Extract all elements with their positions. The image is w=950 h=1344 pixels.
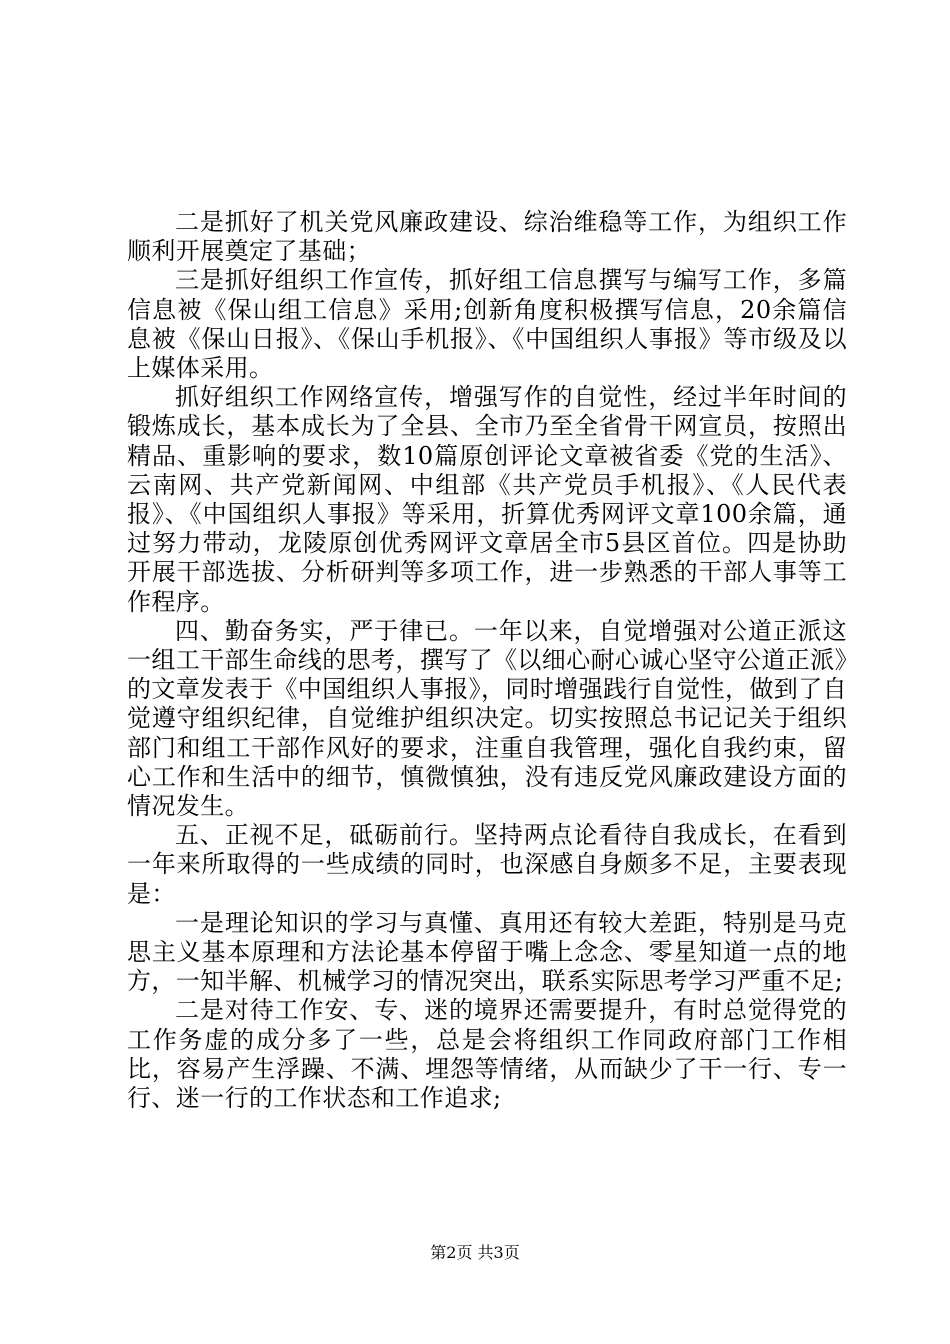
- paragraph: 一是理论知识的学习与真懂、真用还有较大差距，特别是马克思主义基本原理和方法论基本停留于嘴上念念、零星知道一点的地方，一知半解、机械学习的情况突出，联系实际思考学习严重不足;: [127, 908, 847, 996]
- paragraph: 二是对待工作安、专、迷的境界还需要提升，有时总觉得党的工作务虚的成分多了一些，总是会将组织工作同政府部门工作相比，容易产生浮躁、不满、埋怨等情绪，从而缺少了干一行、专一行、迷一行的工作状态和工作追求;: [127, 996, 847, 1113]
- document-body: [127, 208, 847, 1113]
- paragraph: 四、勤奋务实，严于律已。一年以来，自觉增强对公道正派这一组工干部生命线的思考，撰写了《以细心耐心诚心坚守公道正派》的文章发表于《中国组织人事报》，同时增强践行自觉性，做到了自觉遵守组织纪律，自觉维护组织决定。切实按照总书记记关于组织部门和组工干部作风好的要求，注重自我管理，强化自我约束，留心工作和生活中的细节，慎微慎独，没有违反党风廉政建设方面的情况发生。: [127, 616, 847, 821]
- paragraph: 三是抓好组织工作宣传，抓好组工信息撰写与编写工作，多篇信息被《保山组工信息》采用;创新角度积极撰写信息，20余篇信息被《保山日报》、《保山手机报》、《中国组织人事报》等市级及以上媒体采用。: [127, 266, 847, 383]
- page-number: 第2页 共3页: [430, 1243, 520, 1262]
- paragraph: 五、正视不足，砥砺前行。坚持两点论看待自我成长，在看到一年来所取得的一些成绩的同时，也深感自身颇多不足，主要表现是：: [127, 821, 847, 908]
- paragraph: 二是抓好了机关党风廉政建设、综治维稳等工作，为组织工作顺利开展奠定了基础；: [127, 208, 847, 266]
- paragraph: 抓好组织工作网络宣传，增强写作的自觉性，经过半年时间的锻炼成长，基本成长为了全县、全市乃至全省骨干网宣员，按照出精品、重影响的要求，数10篇原创评论文章被省委《党的生活》、云南网、共产党新闻网、中组部《共产党员手机报》、《人民代表报》、《中国组织人事报》等采用，折算优秀网评文章100余篇，通过努力带动，龙陵原创优秀网评文章居全市5县区首位。四是协助开展干部选拔、分析研判等多项工作，进一步熟悉的干部人事等工作程序。: [127, 383, 847, 616]
